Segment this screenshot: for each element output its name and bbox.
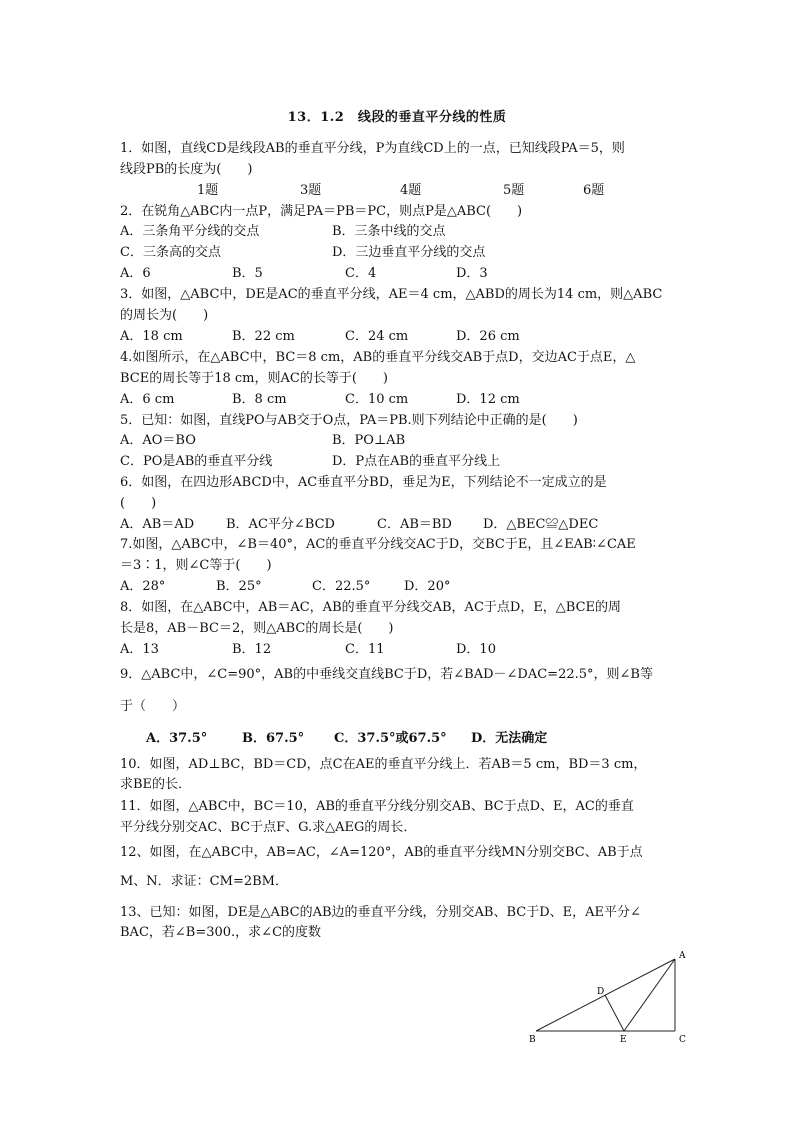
- q2-extra-a: A．6: [120, 266, 151, 281]
- q4-option-d: D．12 cm: [456, 392, 520, 407]
- q6-line1: 6．如图，在四边形ABCD中，AC垂直平分BD，垂足为E，下列结论不一定成立的是: [120, 475, 607, 490]
- q4-line2: BCE的周长等于18 cm，则AC的长等于( ): [120, 371, 388, 386]
- q2-option-a: A．三条角平分线的交点: [120, 224, 260, 239]
- q1-line1: 1．如图，直线CD是线段AB的垂直平分线，P为直线CD上的一点，已知线段PA＝5，则: [120, 141, 625, 156]
- q9-option-b: B．67.5°: [242, 731, 305, 746]
- figure-label-6: 6题: [583, 183, 605, 198]
- q4-line1: 4.如图所示，在△ABC中，BC＝8 cm，AB的垂直平分线交AB于点D，交边AC于点E，△: [120, 350, 636, 365]
- q2-extra-d: D．3: [456, 266, 488, 281]
- label-e: E: [620, 1035, 627, 1045]
- q8-option-c: C．11: [345, 642, 385, 657]
- q6-line2: ( ): [120, 496, 157, 511]
- q9-option-c: C．37.5°或67.5°: [334, 731, 447, 746]
- q11-line2: 平分线分别交AC、BC于点F、G.求△AEG的周长．: [120, 820, 417, 835]
- q3-option-c: C．24 cm: [345, 329, 409, 344]
- q12-line2: M、N．求证：CM=2BM．: [120, 874, 288, 889]
- q6-option-d: D．△BEC≌△DEC: [483, 517, 599, 532]
- q13-line1: 13、已知：如图，DE是△ABC的AB边的垂直平分线，分别交AB、BC于D、E，AE平分∠: [120, 905, 641, 920]
- segment-ae: [624, 959, 675, 1031]
- q3-option-b: B．22 cm: [232, 329, 295, 344]
- q10-line1: 10．如图，AD⊥BC，BD＝CD，点C在AE的垂直平分线上．若AB＝5 cm，BD＝3 cm，: [120, 757, 647, 772]
- q2-option-d: D．三边垂直平分线的交点: [332, 245, 486, 260]
- q3-option-a: A．18 cm: [120, 329, 183, 344]
- q7-option-c: C．22.5°: [312, 579, 371, 594]
- q5-option-b: B．PO⊥AB: [332, 433, 406, 448]
- triangle-figure: [520, 945, 700, 1050]
- q4-option-c: C．10 cm: [345, 392, 409, 407]
- q9-option-d: D．无法确定: [471, 731, 548, 746]
- q2-extra-c: C．4: [345, 266, 377, 281]
- q4-option-b: B．8 cm: [232, 392, 287, 407]
- q13-line2: BAC，若∠B=300.，求∠C的度数: [120, 925, 322, 940]
- q6-option-b: B．AC平分∠BCD: [226, 517, 335, 532]
- q5-option-c: C．PO是AB的垂直平分线: [120, 454, 273, 469]
- q6-option-a: A．AB＝AD: [120, 517, 195, 532]
- q5-option-d: D．P点在AB的垂直平分线上: [332, 454, 501, 469]
- q9-line1: 9．△ABC中，∠C=90°，AB的中垂线交直线BC于D，若∠BAD－∠DAC=22.5°，则∠B等: [120, 667, 653, 682]
- q4-option-a: A．6 cm: [120, 392, 175, 407]
- q9-line2: 于（ ）: [120, 699, 186, 714]
- q3-line1: 3．如图，△ABC中，DE是AC的垂直平分线，AE＝4 cm，△ABD的周长为14 cm，则△ABC: [120, 287, 663, 302]
- q7-option-d: D．20°: [404, 579, 451, 594]
- figure-label-5: 5题: [503, 183, 525, 198]
- figure-label-1: 1题: [197, 183, 219, 198]
- label-c: C: [679, 1035, 686, 1045]
- q1-line2: 线段PB的长度为( ): [120, 162, 253, 177]
- q8-option-a: A．13: [120, 642, 159, 657]
- q7-option-b: B．25°: [216, 579, 262, 594]
- q6-option-c: C．AB＝BD: [377, 517, 452, 532]
- q8-option-b: B．12: [232, 642, 272, 657]
- q10-line2: 求BE的长．: [120, 777, 192, 792]
- q5-stem: 5．已知：如图，直线PO与AB交于O点，PA＝PB.则下列结论中正确的是( ): [120, 413, 578, 428]
- q2-option-c: C．三条高的交点: [120, 245, 221, 260]
- label-b: B: [529, 1035, 536, 1045]
- q7-line2: ＝3∶1，则∠C等于( ): [120, 558, 272, 573]
- q3-option-d: D．26 cm: [456, 329, 520, 344]
- q5-option-a: A．AO＝BO: [120, 433, 196, 448]
- q2-option-b: B．三条中线的交点: [332, 224, 446, 239]
- q12-line1: 12、如图，在△ABC中，AB=AC，∠A=120°，AB的垂直平分线MN分别交BC、AB于点: [120, 845, 643, 860]
- q9-option-a: A．37.5°: [146, 731, 208, 746]
- q7-line1: 7.如图，△ABC中，∠B＝40°，AC的垂直平分线交AC于D，交BC于E，且∠EAB∶∠CAE: [120, 537, 636, 552]
- q8-line1: 8．如图，在△ABC中，AB＝AC，AB的垂直平分线交AB，AC于点D，E，△BCE的周: [120, 600, 622, 615]
- q11-line1: 11．如图，△ABC中，BC＝10，AB的垂直平分线分别交AB、BC于点D、E，AC的垂直: [120, 799, 634, 814]
- q8-line2: 长是8，AB－BC＝2，则△ABC的周长是( ): [120, 621, 394, 636]
- label-d: D: [597, 987, 605, 997]
- q7-option-a: A．28°: [120, 579, 166, 594]
- q3-line2: 的周长为( ): [120, 308, 209, 323]
- q8-option-d: D．10: [456, 642, 496, 657]
- page-title: 13．1.2 线段的垂直平分线的性质: [287, 110, 507, 125]
- figure-label-4: 4题: [400, 183, 422, 198]
- q2-extra-b: B．5: [232, 266, 263, 281]
- q2-stem: 2．在锐角△ABC内一点P，满足PA＝PB＝PC，则点P是△ABC( ): [120, 204, 523, 219]
- figure-label-3: 3题: [300, 183, 322, 198]
- label-a: A: [679, 951, 686, 961]
- segment-de: [605, 995, 624, 1031]
